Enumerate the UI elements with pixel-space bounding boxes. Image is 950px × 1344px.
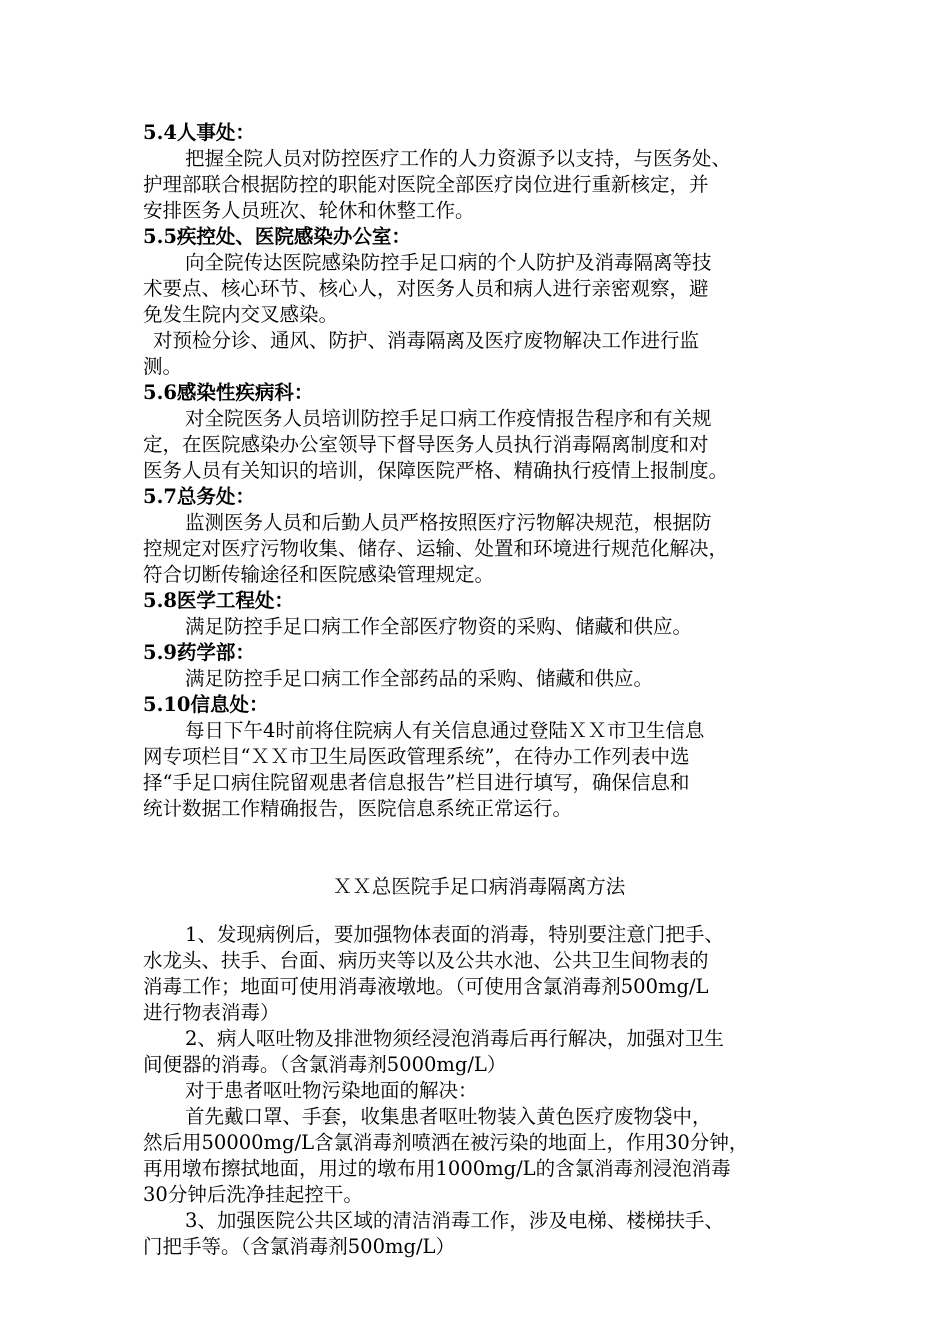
section-heading-5-5: 5.5疾控处、医院感染办公室： — [143, 225, 411, 248]
paragraph-line: 每日下午4时前将住院病人有关信息通过登陆ＸＸ市卫生信息 — [185, 719, 705, 742]
spacer — [143, 900, 815, 922]
method-line: 门把手等。（含氯消毒剂500mg/L） — [143, 1235, 455, 1258]
method-line: 对于患者呕吐物污染地面的解决： — [185, 1079, 478, 1102]
method-line: 1、发现病例后，要加强物体表面的消毒，特别要注意门把手、 — [185, 923, 724, 946]
paragraph-line: 对全院医务人员培训防控手足口病工作疫情报告程序和有关规 — [185, 407, 712, 430]
method-line: 30分钟后洗净挂起控干。 — [143, 1183, 363, 1206]
paragraph-line: 把握全院人员对防控医疗工作的人力资源予以支持，与医务处、 — [185, 147, 732, 170]
method-line: 水龙头、扶手、台面、病历夹等以及公共水池、公共卫生间物表的 — [143, 949, 709, 972]
paragraph-line: 安排医务人员班次、轮休和休整工作。 — [143, 199, 475, 222]
paragraph-line: 护理部联合根据防控的职能对医院全部医疗岗位进行重新核定，并 — [143, 173, 709, 196]
spacer — [143, 822, 815, 874]
paragraph-line: 择“手足口病住院留观患者信息报告”栏目进行填写，确保信息和 — [143, 771, 690, 794]
section-heading-5-8: 5.8医学工程处： — [143, 589, 294, 612]
paragraph-line: 统计数据工作精确报告，医院信息系统正常运行。 — [143, 797, 573, 820]
paragraph-line: 测。 — [143, 355, 183, 378]
paragraph-line: 满足防控手足口病工作全部药品的采购、储藏和供应。 — [185, 667, 654, 690]
paragraph-line: 满足防控手足口病工作全部医疗物资的采购、储藏和供应。 — [185, 615, 693, 638]
paragraph-line: 向全院传达医院感染防控手足口病的个人防护及消毒隔离等技 — [185, 251, 712, 274]
method-line: 然后用50000mg/L含氯消毒剂喷洒在被污染的地面上，作用30分钟， — [143, 1131, 749, 1154]
paragraph-line: 控规定对医疗污物收集、储存、运输、处置和环境进行规范化解决， — [143, 537, 729, 560]
method-line: 3、加强医院公共区域的清洁消毒工作，涉及电梯、楼梯扶手、 — [185, 1209, 724, 1232]
paragraph-line: 对预检分诊、通风、防护、消毒隔离及医疗废物解决工作进行监 — [153, 329, 700, 352]
paragraph-line: 术要点、核心环节、核心人，对医务人员和病人进行亲密观察，避 — [143, 277, 709, 300]
method-line: 间便器的消毒。（含氯消毒剂5000mg/L） — [143, 1053, 507, 1076]
section-heading-5-6: 5.6感染性疾病科： — [143, 381, 314, 404]
paragraph-line: 免发生院内交叉感染。 — [143, 303, 339, 326]
section-heading-5-4: 5.4人事处： — [143, 121, 255, 144]
section-heading-5-10: 5.10信息处： — [143, 693, 269, 716]
paragraph-line: 定，在医院感染办公室领导下督导医务人员执行消毒隔离制度和对 — [143, 433, 709, 456]
method-line: 再用墩布擦拭地面，用过的墩布用1000mg/L的含氯消毒剂浸泡消毒 — [143, 1157, 731, 1180]
paragraph-line: 网专项栏目“ＸＸ市卫生局医政管理系统”，在待办工作列表中选 — [143, 745, 690, 768]
method-line: 消毒工作；地面可使用消毒液墩地。（可使用含氯消毒剂500mg/L — [143, 975, 709, 998]
paragraph-line: 医务人员有关知识的培训，保障医院严格、精确执行疫情上报制度。 — [143, 459, 729, 482]
method-line: 进行物表消毒） — [143, 1001, 280, 1024]
method-line: 首先戴口罩、手套，收集患者呕吐物装入黄色医疗废物袋中， — [185, 1105, 712, 1128]
document-title: ＸＸ总医院手足口病消毒隔离方法 — [332, 875, 626, 898]
paragraph-line: 监测医务人员和后勤人员严格按照医疗污物解决规范，根据防 — [185, 511, 712, 534]
paragraph-line: 符合切断传输途径和医院感染管理规定。 — [143, 563, 495, 586]
section-heading-5-9: 5.9药学部： — [143, 641, 255, 664]
section-heading-5-7: 5.7总务处： — [143, 485, 255, 508]
document-page — [143, 120, 815, 1260]
method-line: 2、病人呕吐物及排泄物须经浸泡消毒后再行解决，加强对卫生 — [185, 1027, 724, 1050]
